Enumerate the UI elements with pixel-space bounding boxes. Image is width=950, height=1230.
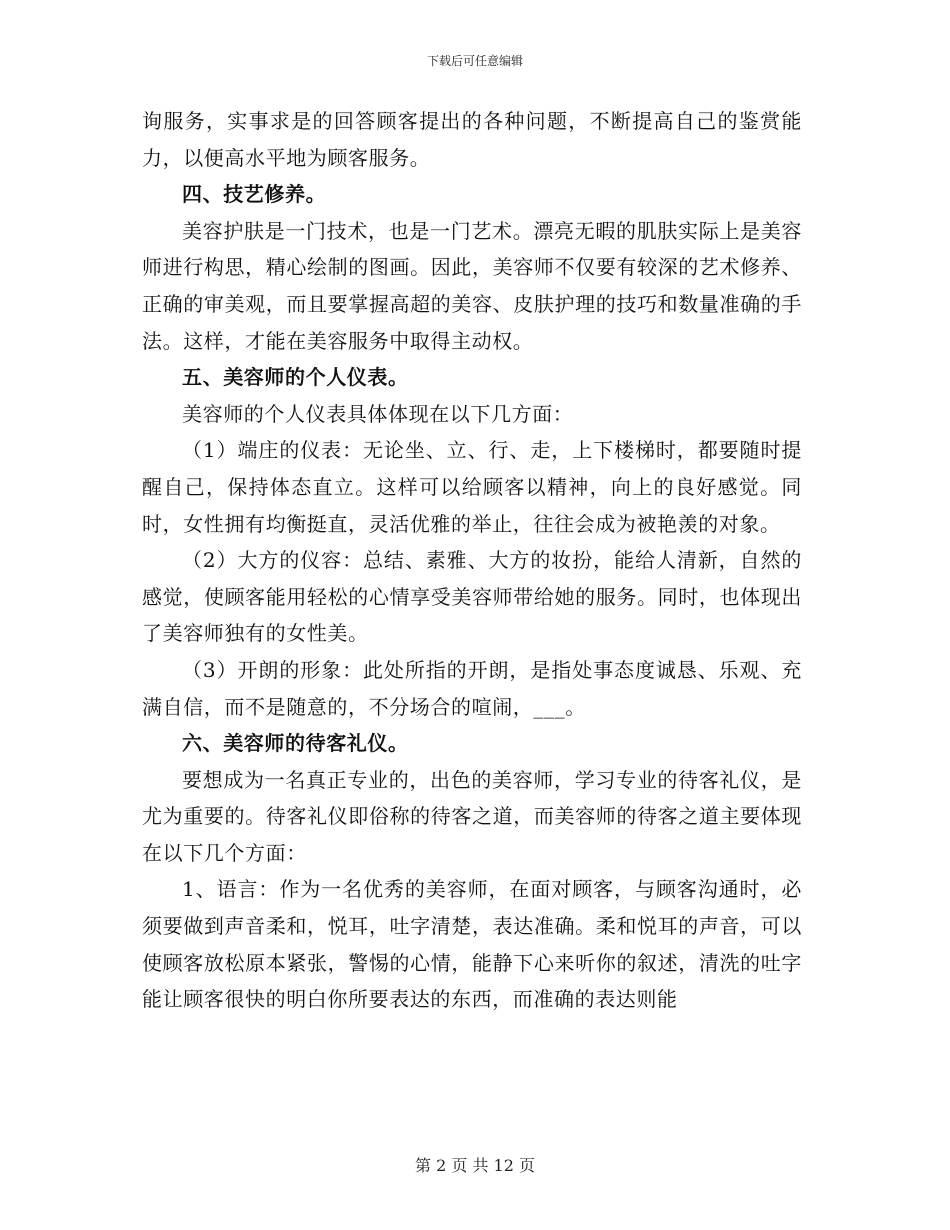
paragraph-appearance-3: （3）开朗的形象：此处所指的开朗，是指处事态度诚恳、乐观、充满自信，而不是随意的，不分场合的喧闹，___。 <box>142 657 802 719</box>
section-heading-5: 五、美容师的个人仪表。 <box>182 365 409 390</box>
paragraph-language: 1、语言：作为一名优秀的美容师，在面对顾客，与顾客沟通时，必须要做到声音柔和，悦耳，吐字清楚，表达准确。柔和悦耳的声音，可以使顾客放松原本紧张，警惕的心情，能静下心来听你的叙述，清洗的吐字能让顾客很快的明白你所要表达的东西，而准确的表达则能 <box>142 877 802 1012</box>
paragraph-continued: 询服务，实事求是的回答顾客提出的各种问题，不断提高自己的鉴赏能力，以便高水平地为顾客服务。 <box>142 109 802 170</box>
paragraph-appearance-1: （1）端庄的仪表：无论坐、立、行、走，上下楼梯时，都要随时提醒自己，保持体态直立。这样可以给顾客以精神，向上的良好感觉。同时，女性拥有均衡挺直，灵活优雅的举止，往往会成为被艳羡的对象。 <box>142 438 802 536</box>
section-heading-6: 六、美容师的待客礼仪。 <box>182 731 409 756</box>
page-header: 下载后可任意编辑 <box>426 54 523 68</box>
document-body <box>142 103 802 1018</box>
paragraph-appearance-intro: 美容师的个人仪表具体体现在以下几方面： <box>182 401 574 426</box>
paragraph-appearance-2: （2）大方的仪容：总结、素雅、大方的妆扮，能给人清新，自然的感觉，使顾客能用轻松的心情享受美容师带给她的服务。同时，也体现出了美容师独有的女性美。 <box>142 548 802 646</box>
section-heading-4: 四、技艺修养。 <box>182 182 327 207</box>
page-footer: 第 2 页 共 12 页 <box>415 1156 535 1175</box>
paragraph-skill: 美容护肤是一门技术，也是一门艺术。漂亮无暇的肌肤实际上是美容师进行构思，精心绘制的图画。因此，美容师不仅要有较深的艺术修养、正确的审美观，而且要掌握高超的美容、皮肤护理的技巧和数量准确的手法。这样，才能在美容服务中取得主动权。 <box>142 218 802 353</box>
paragraph-etiquette-intro: 要想成为一名真正专业的，出色的美容师，学习专业的待客礼仪，是尤为重要的。待客礼仪即俗称的待客之道，而美容师的待客之道主要体现在以下几个方面： <box>142 767 802 865</box>
